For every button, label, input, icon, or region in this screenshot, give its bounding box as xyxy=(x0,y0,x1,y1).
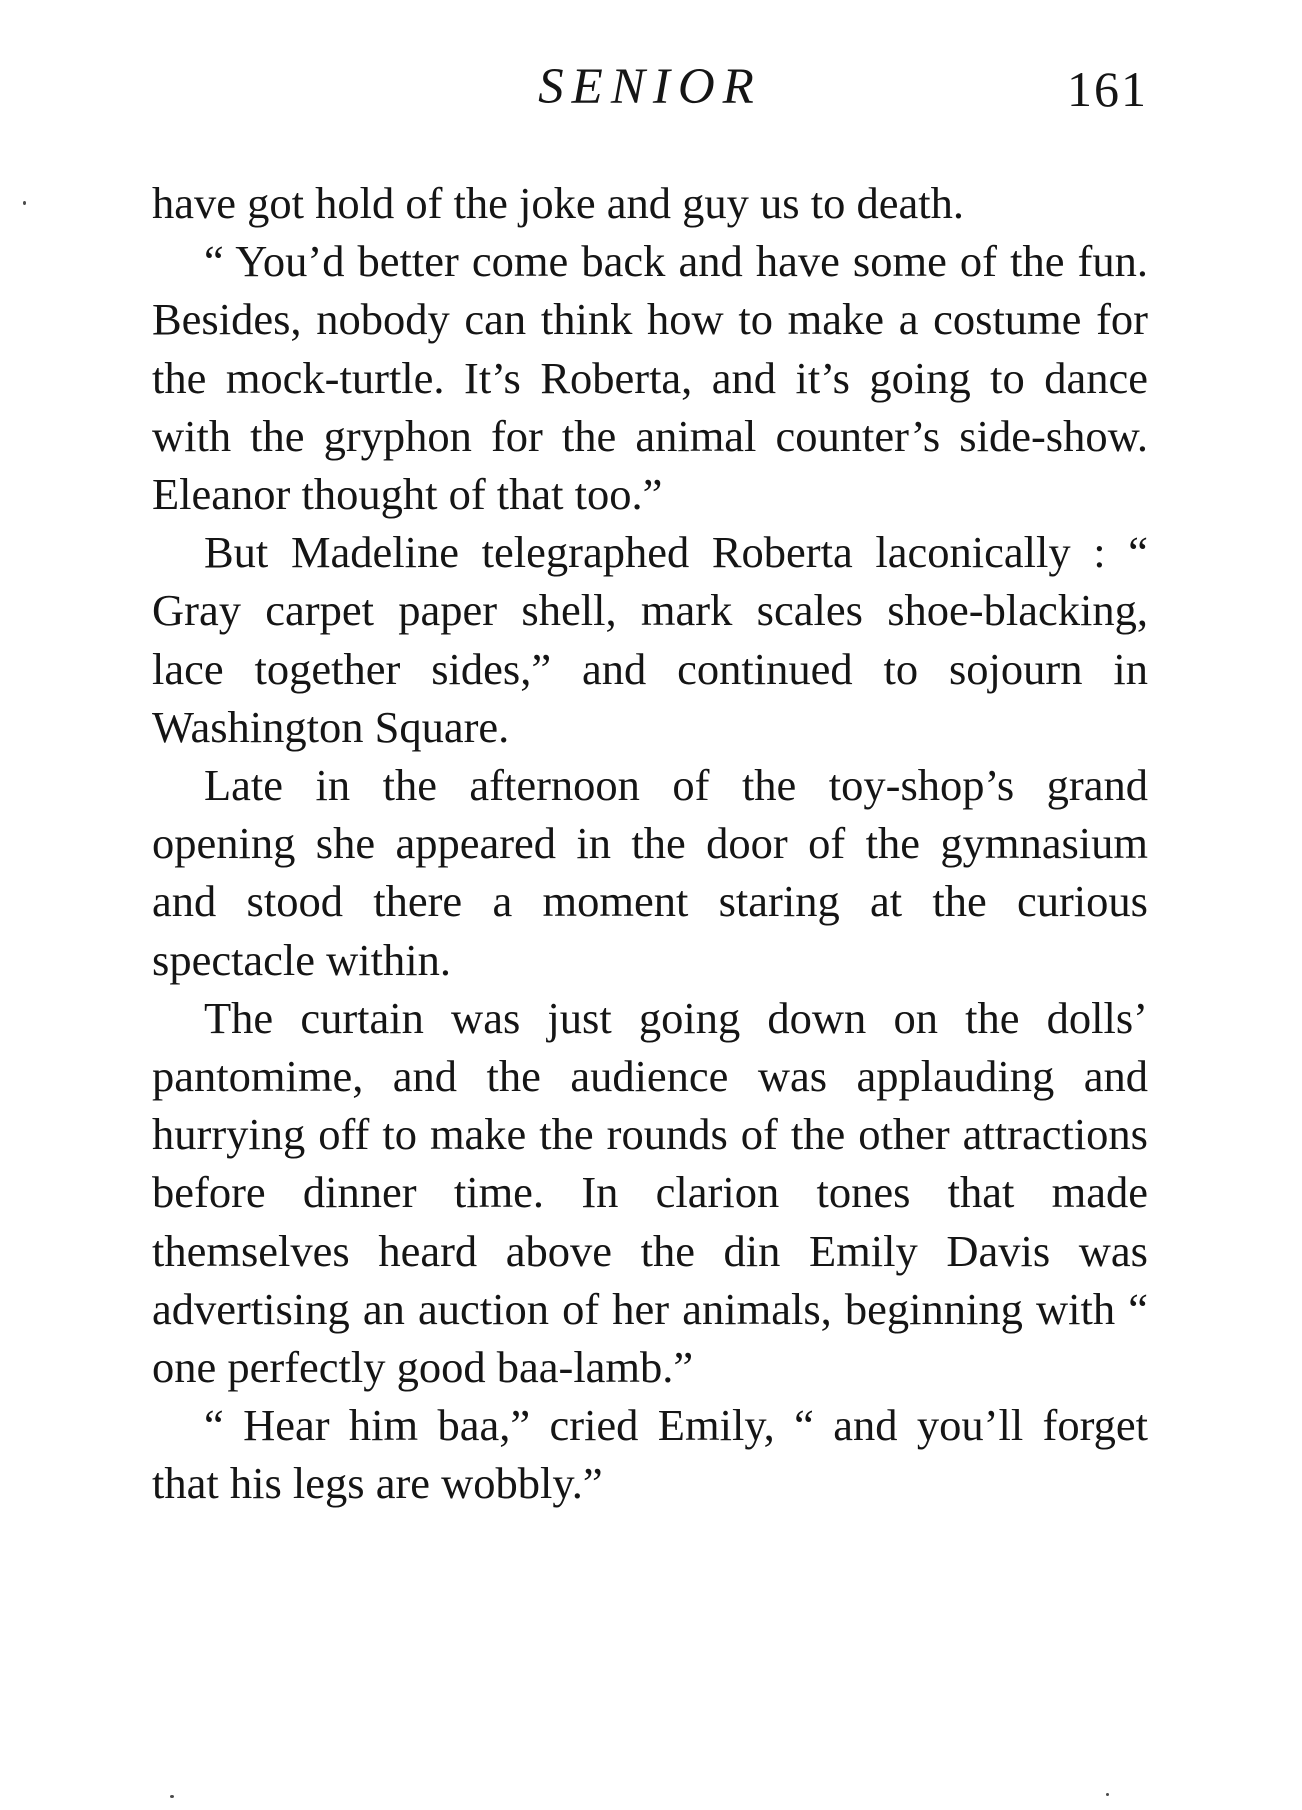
page-header xyxy=(152,59,1148,132)
ink-speck xyxy=(1106,1793,1109,1796)
paragraph-1: have got hold of the joke and guy us to death. xyxy=(152,178,964,228)
page-number: 161 xyxy=(1067,61,1148,117)
paragraph-2: “ You’d better come back and have some of the fun. Besides, nobody can think how to make a costume for the mock-turtle. It’s Roberta, and it’s going to dance with the gryphon for the animal counter’s side-show. Eleanor thought of that too.” xyxy=(152,236,1148,520)
running-title: SENIOR xyxy=(538,59,762,115)
paragraph-5: The curtain was just going down on the dolls’ pantomime, and the audience was applauding and hurrying off to make the rounds of the other attractions before dinner time. In clarion tones that made themselves heard above the din Emily Davis was advertising an auction of her animals, beginning with “ one perfectly good baa-lamb.” xyxy=(152,992,1148,1393)
ink-speck xyxy=(23,201,26,205)
paragraph-4: Late in the afternoon of the toy-shop’s grand opening she appeared in the door of the gymnasium and stood there a moment staring at the curious spectacle within. xyxy=(152,760,1148,985)
ink-speck xyxy=(170,1795,174,1798)
body-text xyxy=(152,174,1148,1513)
paragraph-3: But Madeline telegraphed Roberta laconically : “ Gray carpet paper shell, mark scales shoe-blacking, lace together sides,” and continued to sojourn in Washington Square. xyxy=(152,527,1148,752)
paragraph-6: “ Hear him baa,” cried Emily, “ and you’ll forget that his legs are wobbly.” xyxy=(152,1400,1148,1509)
